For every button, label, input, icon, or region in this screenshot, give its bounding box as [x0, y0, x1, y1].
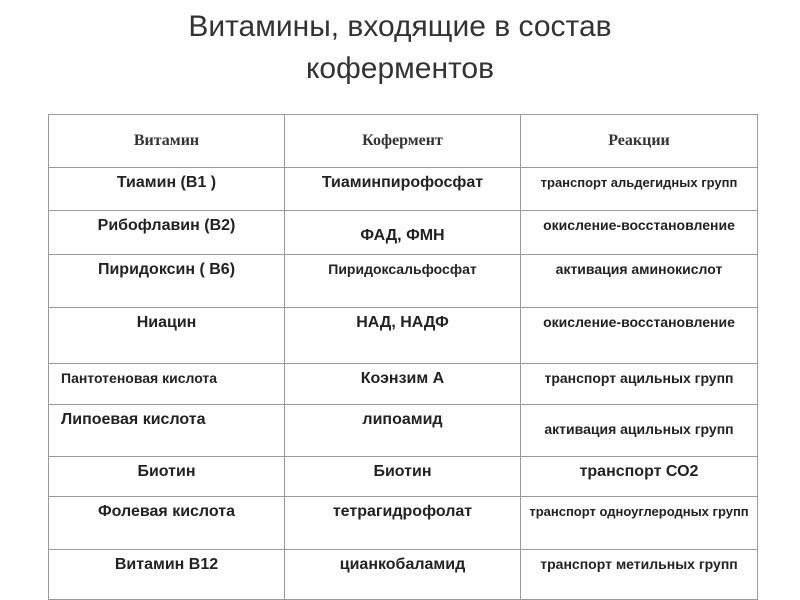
table-row [49, 364, 758, 405]
cell-vitamin: Липоевая кислота [49, 405, 285, 457]
column-header-coenzyme: Кофермент [285, 115, 521, 168]
vitamin-coenzyme-table [48, 114, 758, 600]
column-header-vitamin: Витамин [49, 115, 285, 168]
cell-reaction: транспорт СО2 [521, 457, 758, 497]
cell-vitamin: Витамин В12 [49, 550, 285, 600]
table-row [49, 405, 758, 457]
table-header-row [49, 115, 758, 168]
cell-coenzyme: цианкобаламид [285, 550, 521, 600]
cell-reaction: окисление-восстановление [521, 308, 758, 364]
cell-reaction: транспорт одноуглеродных групп [521, 497, 758, 550]
table-row [49, 308, 758, 364]
cell-reaction: активация ацильных групп [521, 405, 758, 457]
cell-vitamin: Пиридоксин ( В6) [49, 255, 285, 308]
page-title [0, 6, 800, 90]
table-row [49, 255, 758, 308]
cell-coenzyme: Тиаминпирофосфат [285, 168, 521, 211]
table-row [49, 497, 758, 550]
cell-coenzyme: Пиридоксальфосфат [285, 255, 521, 308]
cell-vitamin: Пантотеновая кислота [49, 364, 285, 405]
cell-coenzyme: тетрагидрофолат [285, 497, 521, 550]
page-title-line-1: Витамины, входящие в состав [188, 10, 612, 43]
table-row [49, 211, 758, 255]
cell-reaction: окисление-восстановление [521, 211, 758, 255]
cell-coenzyme: липоамид [285, 405, 521, 457]
table-row [49, 457, 758, 497]
cell-coenzyme: Биотин [285, 457, 521, 497]
column-header-reactions: Реакции [521, 115, 758, 168]
cell-coenzyme: ФАД, ФМН [285, 211, 521, 255]
cell-coenzyme: Коэнзим А [285, 364, 521, 405]
cell-reaction: активация аминокислот [521, 255, 758, 308]
cell-reaction: транспорт ацильных групп [521, 364, 758, 405]
cell-reaction: транспорт альдегидных групп [521, 168, 758, 211]
table-row [49, 550, 758, 600]
cell-vitamin: Ниацин [49, 308, 285, 364]
table-row [49, 168, 758, 211]
cell-coenzyme: НАД, НАДФ [285, 308, 521, 364]
cell-vitamin: Биотин [49, 457, 285, 497]
cell-vitamin: Рибофлавин (В2) [49, 211, 285, 255]
cell-vitamin: Тиамин (В1 ) [49, 168, 285, 211]
cell-reaction: транспорт метильных групп [521, 550, 758, 600]
page-title-line-2: коферментов [305, 52, 495, 85]
cell-vitamin: Фолевая кислота [49, 497, 285, 550]
